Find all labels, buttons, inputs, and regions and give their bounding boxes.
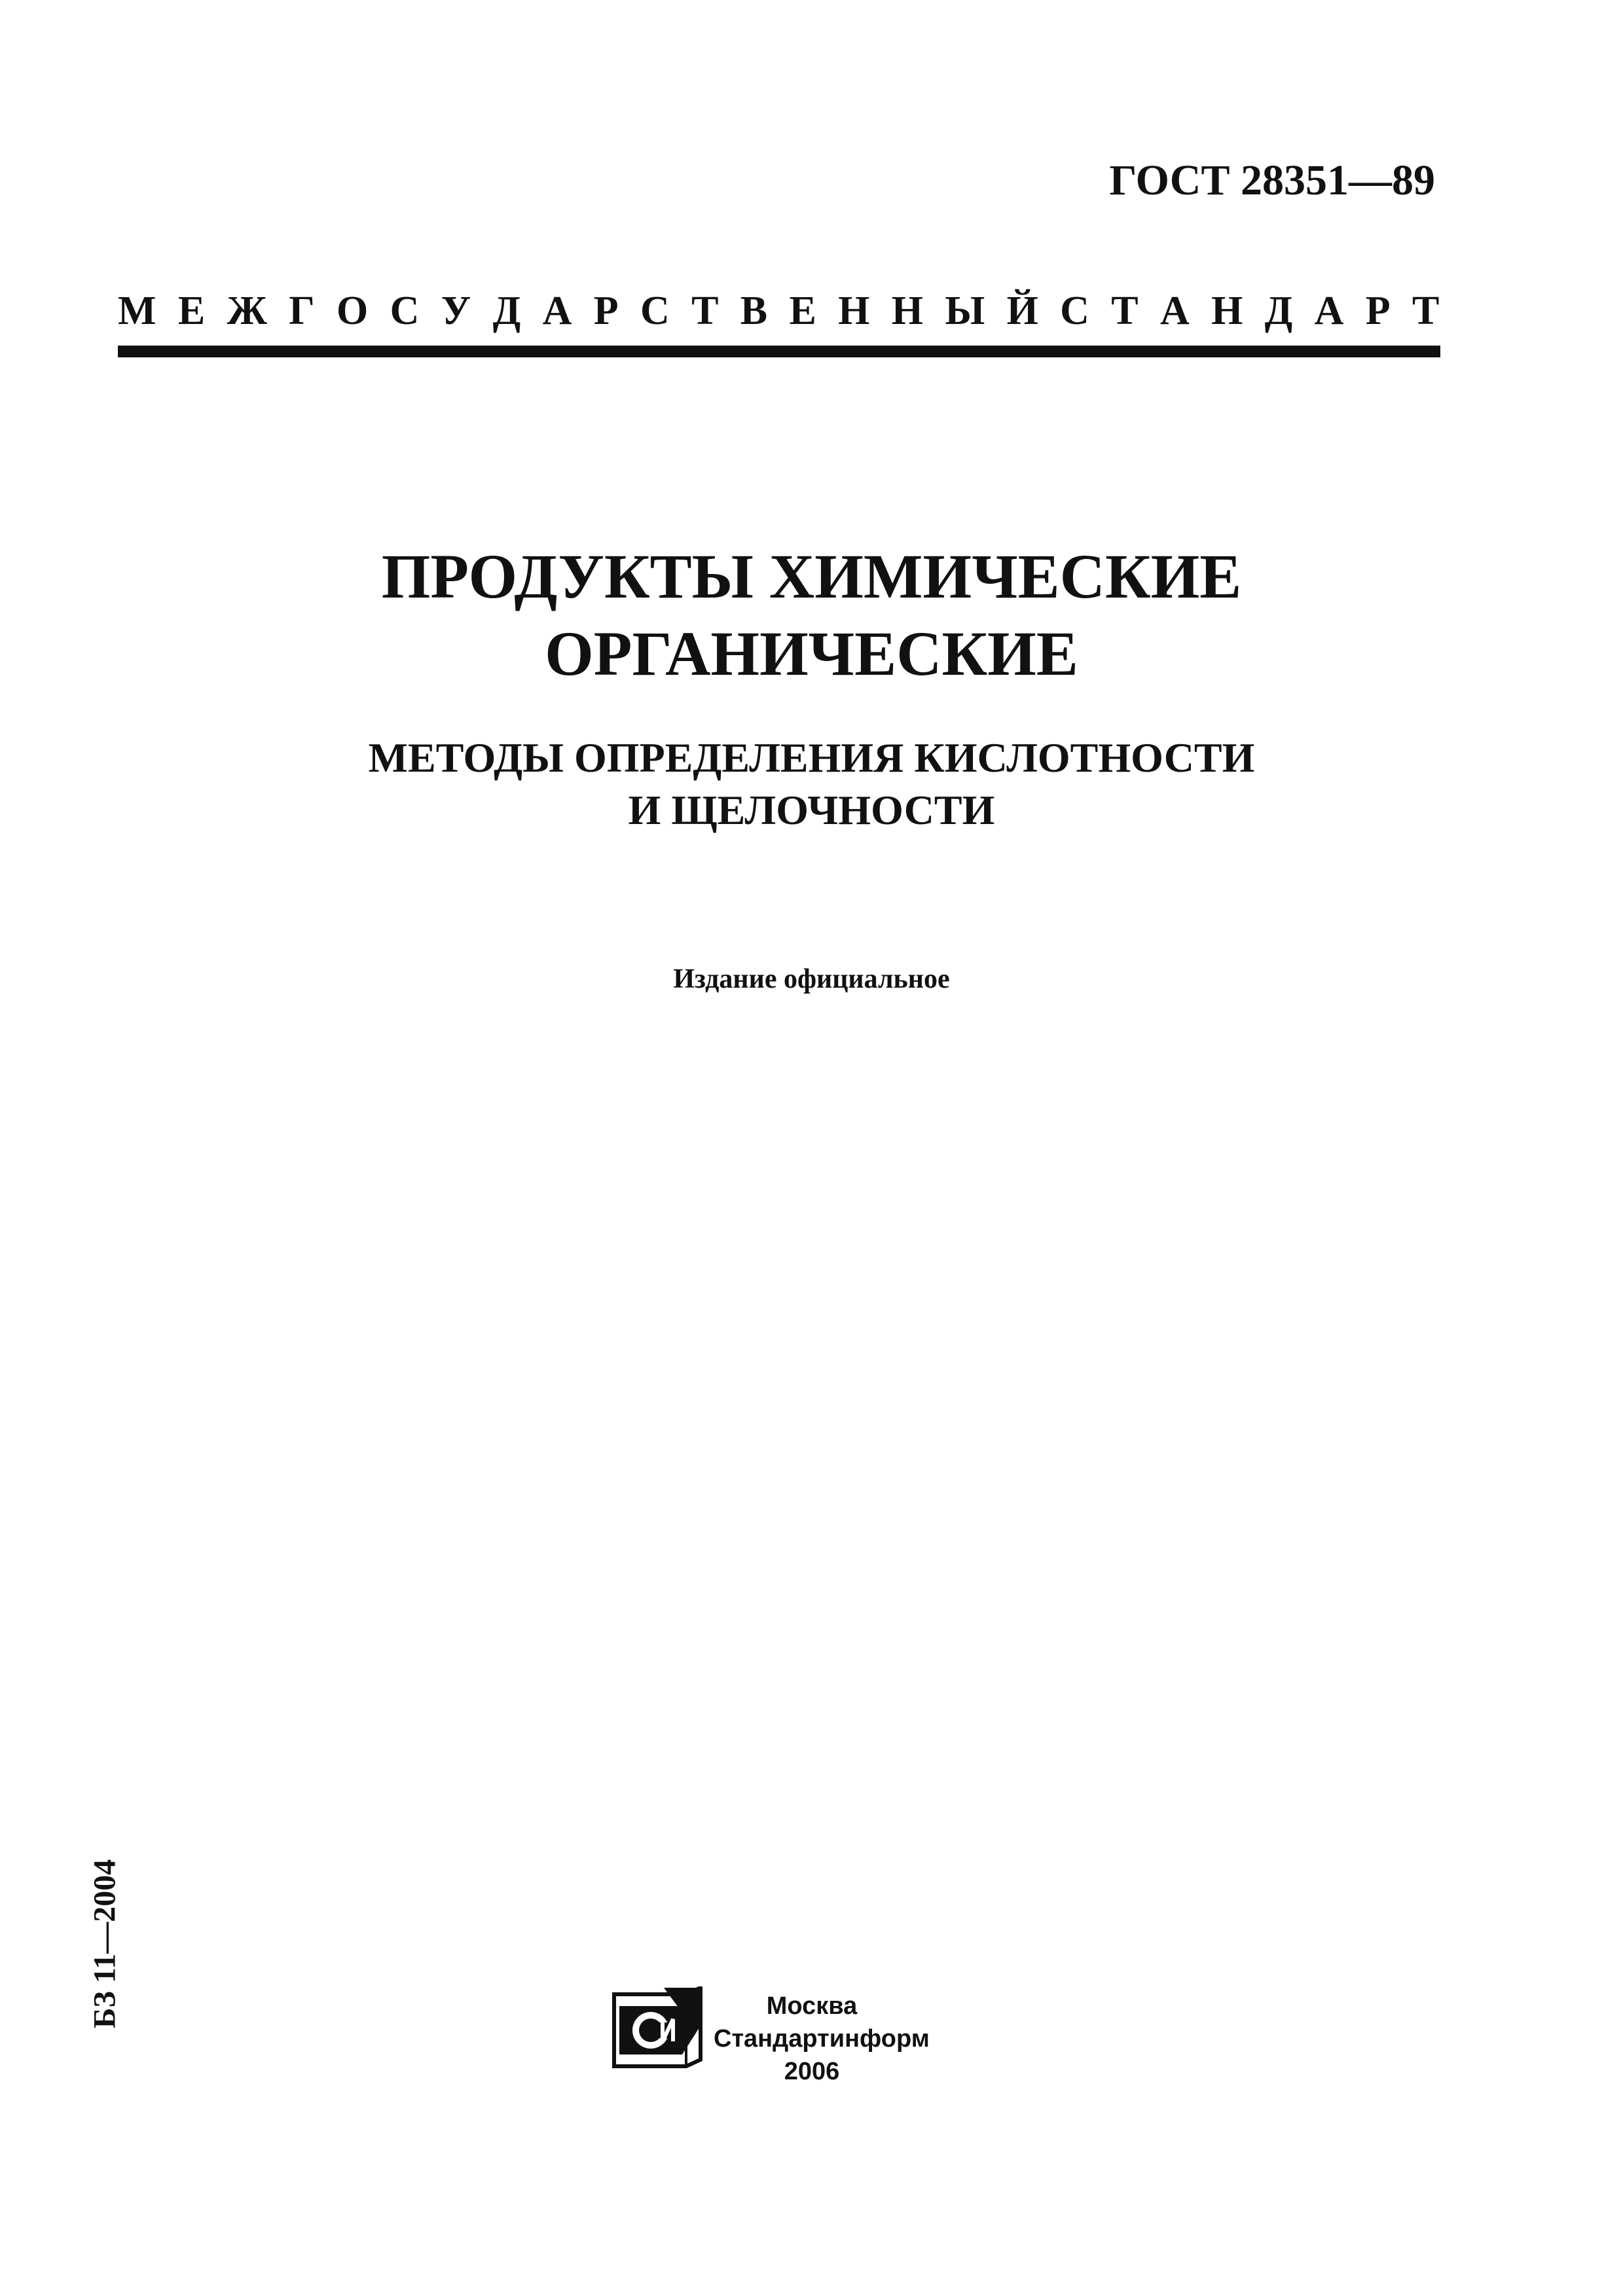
label-letter: У — [441, 289, 471, 333]
label-letter: Д — [492, 289, 521, 333]
publisher-logo-icon — [609, 1986, 706, 2072]
label-letter: А — [542, 289, 572, 333]
label-letter: С — [640, 289, 670, 333]
label-letter: А — [1314, 289, 1344, 333]
label-letter: Т — [691, 289, 719, 333]
label-letter: Н — [838, 289, 870, 333]
label-letter: Е — [177, 289, 206, 333]
label-letter: О — [337, 289, 369, 333]
title-line-1: ПРОДУКТЫ ХИМИЧЕСКИЕ — [381, 541, 1242, 611]
label-letter: Д — [1264, 289, 1293, 333]
edition-label: Издание официальное — [673, 964, 950, 994]
label-letter: Е — [789, 289, 816, 333]
publisher-year: 2006 — [784, 2058, 840, 2085]
label-letter: С — [390, 289, 420, 333]
side-code-text: БЗ 11—2004 — [87, 1859, 122, 2029]
interstate-standard-label — [118, 288, 1439, 334]
header-rule — [118, 346, 1440, 357]
label-letter: Т — [1412, 289, 1440, 333]
label-letter: М — [118, 289, 156, 333]
label-letter: Й — [1006, 289, 1038, 333]
subtitle-line-2: И ЩЕЛОЧНОСТИ — [628, 787, 995, 833]
label-letter: Н — [891, 289, 923, 333]
label-letter: В — [740, 289, 768, 333]
label-letter: Т — [1111, 289, 1139, 333]
label-letter: Г — [289, 289, 315, 333]
label-letter: Н — [1211, 289, 1243, 333]
publisher-info — [714, 1990, 930, 2088]
label-letter: А — [1159, 289, 1190, 333]
document-number: ГОСТ 28351—89 — [1109, 156, 1435, 204]
label-letter: С — [1060, 289, 1089, 333]
label-letter: Р — [593, 289, 619, 333]
subtitle-line-1: МЕТОДЫ ОПРЕДЕЛЕНИЯ КИСЛОТНОСТИ — [368, 734, 1255, 781]
label-letter: Ы — [945, 289, 985, 333]
document-subtitle — [0, 732, 1623, 836]
label-letter: Р — [1365, 289, 1391, 333]
label-letter: Ж — [227, 289, 267, 333]
title-line-2: ОРГАНИЧЕСКИЕ — [545, 619, 1078, 689]
publisher-name: Стандартинформ — [714, 2025, 930, 2053]
document-title — [0, 538, 1623, 692]
publisher-city: Москва — [766, 1992, 858, 2020]
